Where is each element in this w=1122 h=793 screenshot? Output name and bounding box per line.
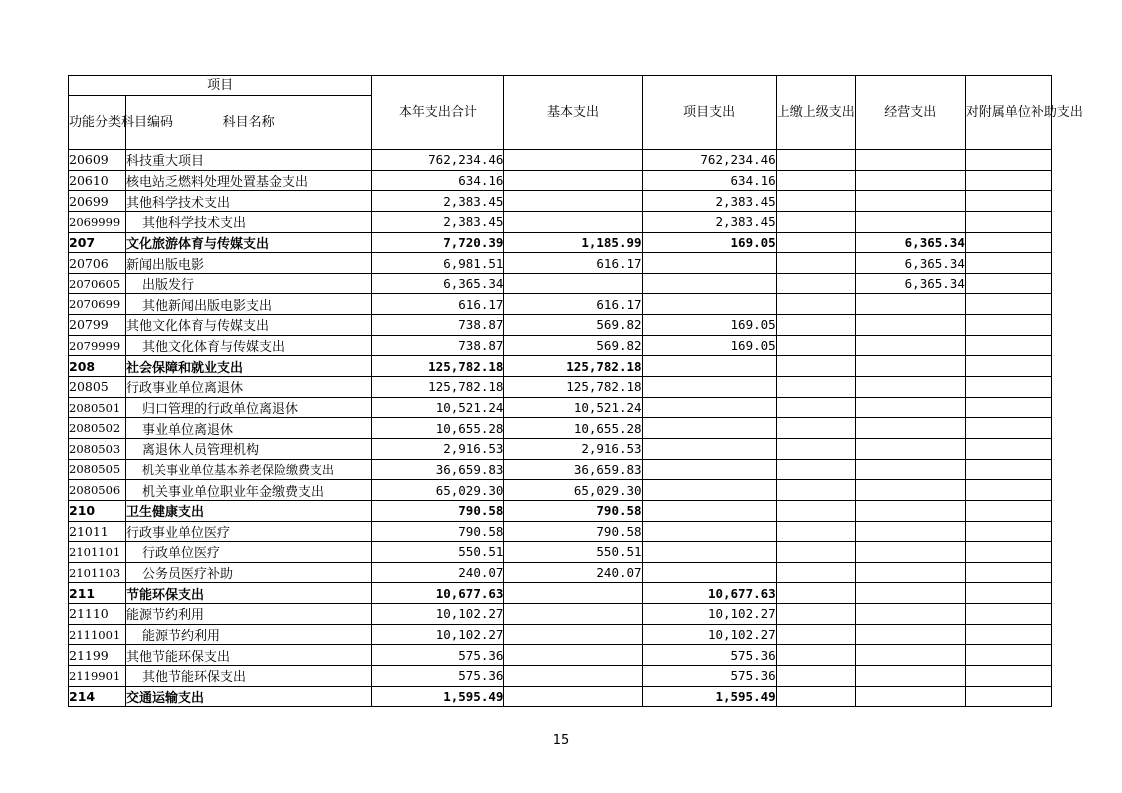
cell-upper [776,377,855,398]
header-code: 功能分类科目编码 [69,96,126,150]
cell-code: 2111001 [69,624,126,645]
cell-basic: 10,655.28 [504,418,642,439]
table-row [69,170,1052,191]
table-row [69,480,1052,501]
cell-code: 21110 [69,604,126,625]
cell-code: 2079999 [69,335,126,356]
cell-upper [776,459,855,480]
cell-code: 20699 [69,191,126,212]
table-row [69,211,1052,232]
cell-total: 575.36 [372,645,504,666]
cell-project: 2,383.45 [642,191,776,212]
cell-code: 2101101 [69,542,126,563]
cell-project [642,377,776,398]
cell-code: 2080501 [69,397,126,418]
cell-name: 新闻出版电影 [126,253,372,274]
cell-total: 36,659.83 [372,459,504,480]
cell-name: 其他新闻出版电影支出 [126,294,372,315]
cell-total: 790.58 [372,521,504,542]
cell-name: 科技重大项目 [126,150,372,171]
cell-basic: 616.17 [504,253,642,274]
page-number: 15 [552,733,570,748]
cell-upper [776,418,855,439]
cell-business [855,356,965,377]
cell-name: 机关事业单位职业年金缴费支出 [126,480,372,501]
cell-upper [776,542,855,563]
cell-name: 其他科学技术支出 [126,191,372,212]
cell-basic: 790.58 [504,500,642,521]
cell-name: 其他文化体育与传媒支出 [126,315,372,336]
cell-basic: 125,782.18 [504,356,642,377]
cell-upper [776,500,855,521]
table-row [69,459,1052,480]
cell-name: 归口管理的行政单位离退休 [126,397,372,418]
cell-business [855,211,965,232]
cell-code: 2101103 [69,562,126,583]
header-basic: 基本支出 [504,76,642,150]
cell-basic [504,604,642,625]
table-row [69,294,1052,315]
budget-expenditure-table [68,75,1083,707]
cell-business [855,604,965,625]
cell-code: 2069999 [69,211,126,232]
cell-subsidy [965,294,1051,315]
cell-project [642,480,776,501]
cell-code: 2080503 [69,438,126,459]
cell-project: 10,102.27 [642,624,776,645]
cell-business [855,170,965,191]
cell-upper [776,583,855,604]
table-row [69,253,1052,274]
cell-code: 20799 [69,315,126,336]
cell-basic [504,211,642,232]
cell-project: 10,677.63 [642,583,776,604]
cell-business [855,666,965,687]
cell-code: 2119901 [69,666,126,687]
cell-subsidy [965,666,1051,687]
cell-code: 20610 [69,170,126,191]
cell-project [642,562,776,583]
cell-total: 738.87 [372,335,504,356]
cell-business [855,500,965,521]
cell-upper [776,315,855,336]
cell-business [855,377,965,398]
cell-total: 10,102.27 [372,604,504,625]
cell-subsidy [965,459,1051,480]
cell-name: 行政事业单位医疗 [126,521,372,542]
cell-upper [776,438,855,459]
cell-subsidy [965,273,1051,294]
cell-project: 1,595.49 [642,686,776,707]
cell-name: 机关事业单位基本养老保险缴费支出 [126,459,372,480]
cell-total: 10,521.24 [372,397,504,418]
cell-basic: 790.58 [504,521,642,542]
cell-name: 行政事业单位离退休 [126,377,372,398]
cell-subsidy [965,232,1051,253]
cell-project: 575.36 [642,666,776,687]
table-row [69,686,1052,707]
cell-code: 21199 [69,645,126,666]
cell-total: 10,677.63 [372,583,504,604]
cell-project: 2,383.45 [642,211,776,232]
table-row [69,521,1052,542]
cell-name: 事业单位离退休 [126,418,372,439]
cell-subsidy [965,645,1051,666]
cell-subsidy [965,377,1051,398]
cell-subsidy [965,418,1051,439]
cell-business: 6,365.34 [855,232,965,253]
table-row [69,397,1052,418]
cell-subsidy [965,253,1051,274]
table-row [69,356,1052,377]
cell-basic [504,645,642,666]
cell-basic [504,273,642,294]
cell-total: 738.87 [372,315,504,336]
cell-total: 65,029.30 [372,480,504,501]
cell-subsidy [965,191,1051,212]
cell-project [642,500,776,521]
cell-project [642,438,776,459]
cell-total: 6,365.34 [372,273,504,294]
header-upper: 上缴上级支出 [776,76,855,150]
cell-total: 7,720.39 [372,232,504,253]
cell-business [855,335,965,356]
cell-code: 207 [69,232,126,253]
cell-subsidy [965,335,1051,356]
cell-subsidy [965,686,1051,707]
cell-total: 790.58 [372,500,504,521]
cell-subsidy [965,562,1051,583]
table-row [69,315,1052,336]
cell-subsidy [965,521,1051,542]
cell-code: 2080502 [69,418,126,439]
cell-subsidy [965,583,1051,604]
table-row [69,645,1052,666]
cell-project: 10,102.27 [642,604,776,625]
cell-upper [776,686,855,707]
cell-upper [776,211,855,232]
cell-code: 210 [69,500,126,521]
cell-business [855,315,965,336]
table-row [69,273,1052,294]
cell-name: 交通运输支出 [126,686,372,707]
cell-code: 2070605 [69,273,126,294]
cell-basic [504,191,642,212]
cell-subsidy [965,315,1051,336]
cell-upper [776,521,855,542]
cell-business: 6,365.34 [855,253,965,274]
cell-total: 2,916.53 [372,438,504,459]
cell-upper [776,356,855,377]
cell-business [855,624,965,645]
cell-name: 能源节约利用 [126,624,372,645]
cell-basic: 616.17 [504,294,642,315]
cell-project: 169.05 [642,232,776,253]
cell-upper [776,645,855,666]
cell-upper [776,191,855,212]
cell-business [855,686,965,707]
table-row [69,542,1052,563]
cell-upper [776,624,855,645]
table-row [69,438,1052,459]
header-business: 经营支出 [855,76,965,150]
cell-basic: 65,029.30 [504,480,642,501]
cell-name: 核电站乏燃料处理处置基金支出 [126,170,372,191]
cell-total: 616.17 [372,294,504,315]
cell-name: 出版发行 [126,273,372,294]
cell-code: 208 [69,356,126,377]
cell-basic: 2,916.53 [504,438,642,459]
cell-upper [776,335,855,356]
cell-project [642,397,776,418]
cell-name: 离退休人员管理机构 [126,438,372,459]
cell-business [855,459,965,480]
cell-subsidy [965,624,1051,645]
cell-total: 550.51 [372,542,504,563]
cell-subsidy [965,438,1051,459]
cell-name: 其他文化体育与传媒支出 [126,335,372,356]
cell-basic: 550.51 [504,542,642,563]
cell-business [855,191,965,212]
cell-code: 2070699 [69,294,126,315]
cell-upper [776,273,855,294]
cell-upper [776,480,855,501]
cell-subsidy [965,150,1051,171]
cell-code: 20609 [69,150,126,171]
cell-business [855,542,965,563]
cell-project [642,253,776,274]
cell-code: 211 [69,583,126,604]
cell-project [642,418,776,439]
cell-total: 6,981.51 [372,253,504,274]
cell-subsidy [965,542,1051,563]
cell-subsidy [965,500,1051,521]
cell-name: 其他节能环保支出 [126,645,372,666]
cell-total: 1,595.49 [372,686,504,707]
cell-basic: 569.82 [504,315,642,336]
cell-upper [776,666,855,687]
cell-project [642,294,776,315]
cell-basic [504,170,642,191]
table-row [69,150,1052,171]
cell-business [855,438,965,459]
cell-upper [776,170,855,191]
cell-business [855,418,965,439]
cell-basic: 125,782.18 [504,377,642,398]
table-row [69,335,1052,356]
header-project: 项目支出 [642,76,776,150]
table-row [69,191,1052,212]
cell-upper [776,150,855,171]
cell-upper [776,397,855,418]
cell-project: 169.05 [642,315,776,336]
cell-business [855,150,965,171]
cell-code: 21011 [69,521,126,542]
cell-name: 卫生健康支出 [126,500,372,521]
cell-project: 762,234.46 [642,150,776,171]
cell-total: 125,782.18 [372,356,504,377]
cell-name: 文化旅游体育与传媒支出 [126,232,372,253]
cell-project: 575.36 [642,645,776,666]
cell-total: 575.36 [372,666,504,687]
cell-subsidy [965,604,1051,625]
table-row [69,583,1052,604]
cell-basic [504,583,642,604]
cell-project: 169.05 [642,335,776,356]
cell-basic [504,686,642,707]
cell-total: 634.16 [372,170,504,191]
cell-project [642,356,776,377]
cell-business [855,294,965,315]
cell-total: 2,383.45 [372,211,504,232]
cell-upper [776,232,855,253]
cell-basic [504,666,642,687]
cell-total: 10,655.28 [372,418,504,439]
cell-name: 社会保障和就业支出 [126,356,372,377]
cell-project [642,459,776,480]
cell-project: 634.16 [642,170,776,191]
cell-basic: 10,521.24 [504,397,642,418]
table-row [69,624,1052,645]
cell-subsidy [965,356,1051,377]
cell-name: 行政单位医疗 [126,542,372,563]
cell-basic: 1,185.99 [504,232,642,253]
cell-code: 2080505 [69,459,126,480]
cell-total: 762,234.46 [372,150,504,171]
cell-code: 214 [69,686,126,707]
cell-subsidy [965,397,1051,418]
cell-basic: 240.07 [504,562,642,583]
cell-business [855,645,965,666]
cell-total: 10,102.27 [372,624,504,645]
cell-code: 20706 [69,253,126,274]
cell-upper [776,253,855,274]
table-row [69,604,1052,625]
header-subsidy: 对附属单位补助支出 [965,76,1051,150]
cell-upper [776,294,855,315]
cell-business [855,480,965,501]
cell-name: 能源节约利用 [126,604,372,625]
cell-business [855,583,965,604]
header-item: 项目 [69,76,372,96]
cell-name: 其他科学技术支出 [126,211,372,232]
cell-name: 其他节能环保支出 [126,666,372,687]
cell-subsidy [965,211,1051,232]
cell-business [855,521,965,542]
cell-upper [776,562,855,583]
cell-subsidy [965,480,1051,501]
table-row [69,418,1052,439]
cell-total: 240.07 [372,562,504,583]
cell-basic: 36,659.83 [504,459,642,480]
cell-total: 2,383.45 [372,191,504,212]
cell-business: 6,365.34 [855,273,965,294]
cell-code: 2080506 [69,480,126,501]
cell-name: 节能环保支出 [126,583,372,604]
table-row [69,232,1052,253]
cell-subsidy [965,170,1051,191]
cell-name: 公务员医疗补助 [126,562,372,583]
cell-project [642,273,776,294]
cell-code: 20805 [69,377,126,398]
cell-business [855,562,965,583]
cell-basic [504,624,642,645]
cell-total: 125,782.18 [372,377,504,398]
table-body [69,150,1052,707]
table-row [69,377,1052,398]
header-total: 本年支出合计 [372,76,504,150]
cell-upper [776,604,855,625]
cell-basic [504,150,642,171]
table-row [69,500,1052,521]
cell-project [642,521,776,542]
cell-business [855,397,965,418]
header-name: 科目名称 [126,96,372,150]
table-row [69,562,1052,583]
cell-project [642,542,776,563]
table-row [69,666,1052,687]
cell-basic: 569.82 [504,335,642,356]
